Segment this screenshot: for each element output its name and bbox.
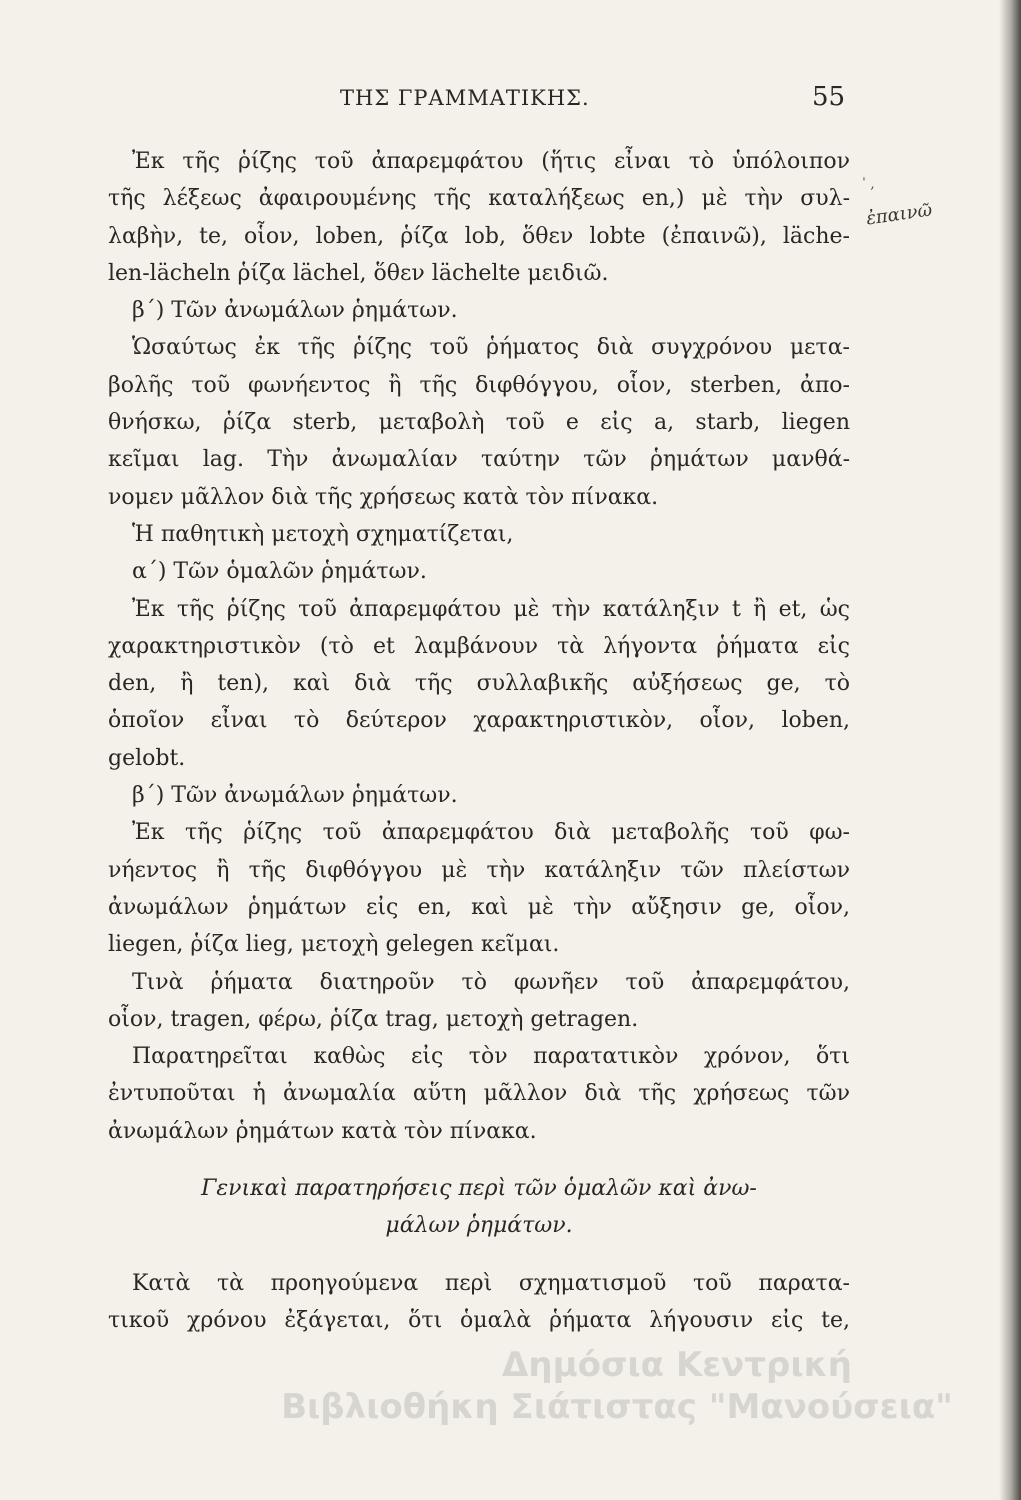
text-line: Τινὰ ῥήματα διατηροῦν τὸ φωνῆεν τοῦ ἀπαρεμφάτου, [132, 969, 850, 995]
text-line: ἀνωμάλων ῥημάτων εἰς en, καὶ μὲ τὴν αὔξησιν ge, οἷον, [108, 894, 850, 920]
text-line: liegen, ῥίζα lieg, μετοχὴ gelegen κεῖμαι. [108, 932, 560, 958]
subheading-line: μάλων ῥημάτων. [385, 1213, 573, 1239]
running-head-title: ΤΗΣ ΓΡΑΜΜΑΤΙΚΗΣ. [340, 86, 590, 110]
text-line: Ἐκ τῆς ῥίζης τοῦ ἀπαρεμφάτου (ἥτις εἶναι τὸ ὑπόλοιπον [132, 149, 850, 174]
text-line: θνήσκω, ῥίζα sterb, μεταβολὴ τοῦ e εἰς a, starb, liegen [108, 410, 850, 436]
text-line: ὁποῖον εἶναι τὸ δεύτερον χαρακτηριστικὸν, οἷον, loben, [108, 708, 850, 734]
page-edge-shadow [999, 0, 1021, 1500]
section-heading: α΄) Τῶν ὁμαλῶν ῥημάτων. [132, 559, 427, 585]
text-line: κεῖμαι lag. Τὴν ἀνωμαλίαν ταύτην τῶν ῥημάτων μανθά- [108, 447, 850, 473]
section-heading: β΄) Τῶν ἀνωμάλων ῥημάτων. [132, 783, 458, 809]
margin-mark: ˈ , [862, 176, 875, 192]
library-watermark [232, 1345, 1002, 1440]
text-line: ἐντυποῦται ἡ ἀνωμαλία αὕτη μᾶλλον διὰ τῆς χρήσεως τῶν [108, 1081, 850, 1107]
subheading-line: Γενικαὶ παρατηρήσεις περὶ τῶν ὁμαλῶν καὶ ἀνω- [201, 1176, 757, 1202]
text-line: χαρακτηριστικὸν (τὸ et λαμβάνουν τὰ λήγοντα ῥήματα εἰς [108, 633, 850, 659]
section-heading: β΄) Τῶν ἀνωμάλων ῥημάτων. [132, 298, 458, 324]
text-line: βολῆς τοῦ φωνήεντος ἢ τῆς διφθόγγου, οἷον, sterben, ἀπο- [108, 372, 850, 398]
watermark-line: Δημόσια Κεντρική [502, 1345, 852, 1385]
text-line: τῆς λέξεως ἀφαιρουμένης τῆς καταλήξεως en,) μὲ τὴν συλ- [108, 186, 850, 212]
text-line: Ἡ παθητικὴ μετοχὴ σχηματίζεται, [132, 521, 514, 547]
text-line: Ἐκ τῆς ῥίζης τοῦ ἀπαρεμφάτου μὲ τὴν κατάληξιν t ἢ et, ὡς [132, 596, 850, 622]
text-line: Ὡσαύτως ἐκ τῆς ῥίζης τοῦ ῥήματος διὰ συγχρόνου μετα- [132, 335, 850, 361]
running-head [0, 82, 1021, 120]
watermark-line: Βιβλιοθήκη Σιάτιστας "Μανούσεια" [281, 1387, 953, 1427]
text-line: Παρατηρεῖται καθὼς εἰς τὸν παρατατικὸν χρόνον, ὅτι [132, 1044, 850, 1070]
text-line: τικοῦ χρόνου ἐξάγεται, ὅτι ὁμαλὰ ῥήματα λήγουσιν εἰς te, [108, 1307, 850, 1333]
text-line: len-lächeln ῥίζα lächel, ὅθεν lächelte μειδιῶ. [108, 260, 609, 286]
text-line: Ἐκ τῆς ῥίζης τοῦ ἀπαρεμφάτου διὰ μεταβολῆς τοῦ φω- [132, 820, 850, 846]
text-line: den, ἢ ten), καὶ διὰ τῆς συλλαβικῆς αὐξήσεως ge, τὸ [108, 671, 850, 697]
text-line: λαβὴν, te, οἷον, loben, ῥίζα lob, ὅθεν lobte (ἐπαινῶ), lächе- [108, 223, 850, 249]
text-line: gelobt. [108, 745, 186, 771]
text-line: Κατὰ τὰ προηγούμενα περὶ σχηματισμοῦ τοῦ παρατα- [132, 1270, 850, 1296]
text-line: νομεν μᾶλλον διὰ τῆς χρήσεως κατὰ τὸν πίνακα. [108, 484, 659, 510]
text-line: νήεντος ἢ τῆς διφθόγγου μὲ τὴν κατάληξιν τῶν πλείστων [108, 857, 850, 883]
text-line: ἀνωμάλων ῥημάτων κατὰ τὸν πίνακα. [108, 1118, 537, 1144]
margin-handwritten-note: ἐπαινῶ [864, 199, 934, 230]
text-line: οἷον, tragen, φέρω, ῥίζα trag, μετοχὴ getragen. [108, 1006, 639, 1032]
page-number: 55 [812, 82, 846, 112]
body-text [108, 143, 850, 1339]
